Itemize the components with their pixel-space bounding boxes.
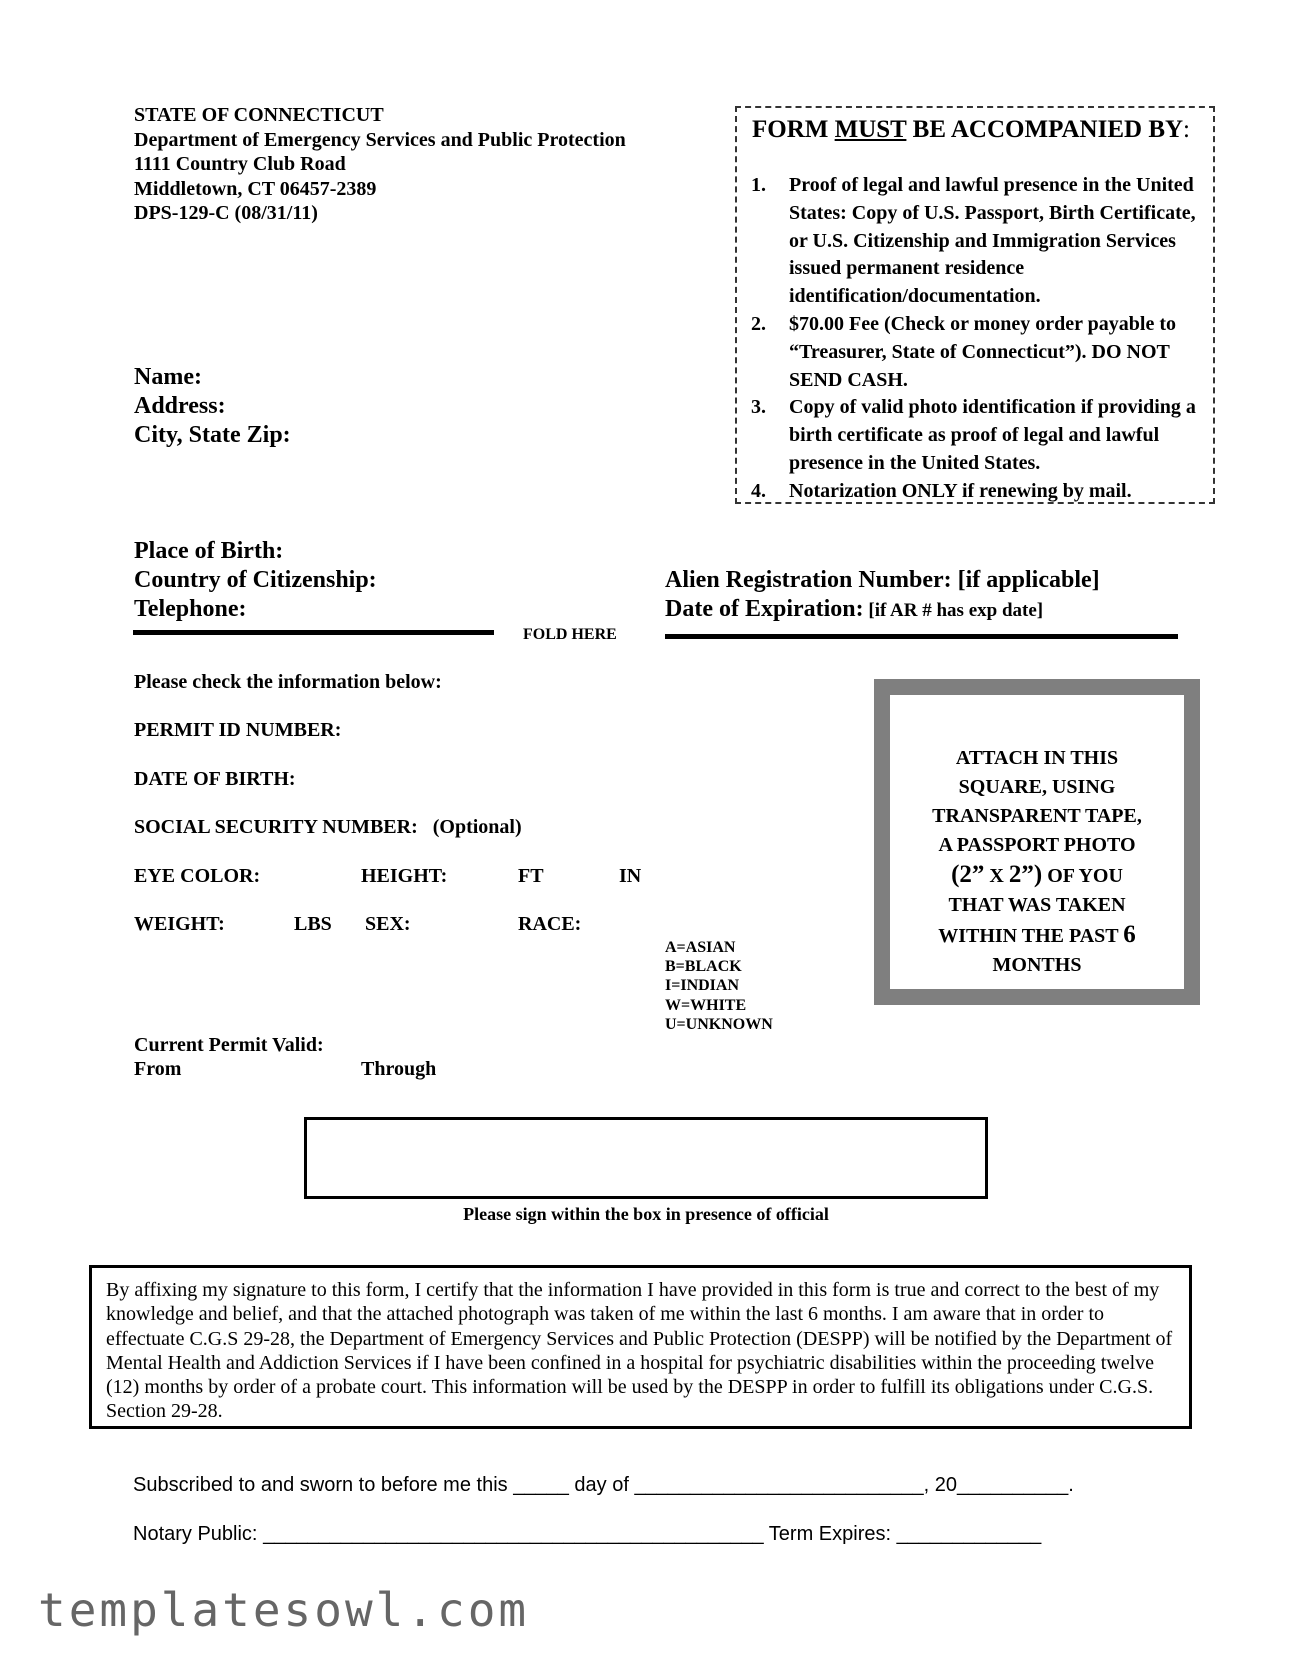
name-label: Name: bbox=[134, 364, 202, 390]
photo-line: MONTHS bbox=[992, 954, 1082, 976]
notary-public-label: Notary Public: bbox=[133, 1523, 264, 1545]
race-key-item: U=UNKNOWN bbox=[665, 1015, 773, 1033]
right-divider bbox=[665, 634, 1178, 639]
term-expires-field[interactable]: _____________ bbox=[896, 1523, 1042, 1545]
eye-color-label: EYE COLOR: bbox=[134, 865, 261, 887]
requirement-number: 4. bbox=[751, 479, 766, 502]
period: . bbox=[1068, 1474, 1074, 1496]
race-label: RACE: bbox=[518, 913, 582, 935]
requirement-number: 3. bbox=[751, 396, 766, 419]
weight-lbs-label: LBS bbox=[294, 913, 332, 935]
year-prefix: , 20 bbox=[923, 1474, 958, 1496]
header-city: Middletown, CT 06457-2389 bbox=[134, 177, 377, 200]
year-field[interactable]: __________ bbox=[957, 1474, 1069, 1496]
day-field[interactable]: _____ bbox=[513, 1474, 569, 1496]
requirements-title-post: BE ACCOMPANIED BY bbox=[906, 116, 1184, 143]
photo-instructions bbox=[890, 744, 1184, 980]
day-of-text: day of bbox=[568, 1474, 635, 1496]
requirement-text: Proof of legal and lawful presence in the United States: Copy of U.S. Passport, Birth Certificate, or U.S. Citizenship and Immigration Services issued permanent residence identification/documentation. bbox=[789, 174, 1196, 308]
left-divider bbox=[133, 630, 494, 635]
date-of-expiration-text: Date of Expiration: bbox=[665, 596, 864, 622]
photo-line bbox=[890, 920, 1184, 951]
passport-photo-box bbox=[874, 679, 1200, 1005]
requirement-item bbox=[751, 172, 1203, 311]
subscribed-line bbox=[133, 1474, 1074, 1497]
ssn-optional: (Optional) bbox=[432, 816, 522, 838]
place-of-birth-label: Place of Birth: bbox=[134, 538, 284, 564]
requirements-title-pre: FORM bbox=[752, 116, 835, 143]
notary-public-field[interactable]: _____________________________________________ bbox=[263, 1523, 764, 1545]
certification-text: By affixing my signature to this form, I certify that the information I have provided in this form is true and correct to the best of my knowledge and belief, and that the attached photograph was taken of me within the last 6 months. I am aware that in order to effectuate C.G.S 29-28, the Department of Emergency Services and Public Protection (DESPP) will be notified by the Department of Mental Health and Addiction Services if I have been confined in a hospital for psychiatric disabilities within the proceeding twelve (12) months by order of a probate court. This information will be used by the DESPP in order to fulfill its obligations under C.G.S. Section 29-28. bbox=[106, 1279, 1173, 1423]
telephone-label: Telephone: bbox=[134, 596, 247, 622]
race-key bbox=[665, 938, 773, 1034]
requirement-text: Notarization ONLY if renewing by mail. bbox=[789, 479, 1132, 502]
ssn-text: SOCIAL SECURITY NUMBER: bbox=[134, 816, 418, 838]
height-ft-label: FT bbox=[518, 865, 544, 887]
current-permit-label: Current Permit Valid: bbox=[134, 1034, 324, 1056]
city-state-zip-label: City, State Zip: bbox=[134, 422, 291, 448]
date-of-expiration-label bbox=[665, 595, 1043, 625]
weight-label: WEIGHT: bbox=[134, 913, 225, 935]
permit-from-label: From bbox=[134, 1058, 182, 1080]
photo-six: 6 bbox=[1123, 921, 1136, 948]
requirements-title bbox=[752, 116, 1190, 144]
address-label: Address: bbox=[134, 393, 226, 419]
header-form-id: DPS-129-C (08/31/11) bbox=[134, 202, 318, 224]
notary-line bbox=[133, 1523, 1041, 1546]
alien-registration-label: Alien Registration Number: [if applicable] bbox=[665, 567, 1100, 593]
requirements-box bbox=[735, 106, 1215, 504]
check-intro: Please check the information below: bbox=[134, 671, 442, 693]
race-key-item: W=WHITE bbox=[665, 996, 747, 1014]
photo-past: WITHIN THE PAST bbox=[938, 925, 1124, 947]
header-street: 1111 Country Club Road bbox=[134, 153, 346, 175]
subscribed-text: Subscribed to and sworn to before me this bbox=[133, 1474, 514, 1496]
sex-label: SEX: bbox=[365, 913, 411, 935]
height-label: HEIGHT: bbox=[361, 865, 448, 887]
requirement-text: $70.00 Fee (Check or money order payable to “Treasurer, State of Connecticut”). DO NOT SEND CASH. bbox=[789, 312, 1176, 391]
header-department: Department of Emergency Services and Public Protection bbox=[134, 128, 626, 151]
date-of-expiration-note: [if AR # has exp date] bbox=[863, 600, 1044, 621]
signature-caption: Please sign within the box in presence of official bbox=[463, 1204, 829, 1224]
photo-line: SQUARE, USING bbox=[958, 776, 1116, 798]
permit-id-label: PERMIT ID NUMBER: bbox=[134, 719, 342, 741]
photo-size-b: 2”) bbox=[1008, 861, 1043, 888]
height-in-label: IN bbox=[619, 865, 642, 887]
dob-label: DATE OF BIRTH: bbox=[134, 768, 296, 790]
photo-line: TRANSPARENT TAPE, bbox=[932, 805, 1142, 827]
fold-here-label: FOLD HERE bbox=[523, 626, 617, 643]
ssn-label bbox=[134, 816, 522, 839]
requirements-list bbox=[751, 172, 1203, 504]
requirement-item bbox=[751, 478, 1203, 504]
agency-header bbox=[134, 103, 626, 226]
signature-box[interactable] bbox=[304, 1117, 988, 1199]
race-key-item: B=BLACK bbox=[665, 958, 742, 976]
requirement-number: 2. bbox=[751, 312, 766, 335]
watermark: templatesowl.com bbox=[38, 1583, 530, 1637]
month-field[interactable]: __________________________ bbox=[634, 1474, 924, 1496]
term-expires-label: Term Expires: bbox=[763, 1523, 897, 1545]
country-of-citizenship-label: Country of Citizenship: bbox=[134, 567, 377, 593]
header-state: STATE OF CONNECTICUT bbox=[134, 104, 384, 126]
requirements-title-colon: : bbox=[1183, 116, 1190, 143]
requirements-title-must: MUST bbox=[834, 116, 907, 143]
requirement-item bbox=[751, 394, 1203, 477]
permit-through-label: Through bbox=[361, 1058, 437, 1080]
photo-line: THAT WAS TAKEN bbox=[948, 894, 1126, 916]
photo-size-a: (2” bbox=[951, 861, 985, 888]
photo-size-suffix: OF YOU bbox=[1042, 865, 1123, 887]
requirement-text: Copy of valid photo identification if providing a birth certificate as proof of legal and lawful presence in the United States. bbox=[789, 396, 1196, 474]
photo-line: ATTACH IN THIS bbox=[955, 747, 1119, 769]
photo-line: A PASSPORT PHOTO bbox=[938, 834, 1136, 856]
certification-box bbox=[89, 1265, 1192, 1429]
requirement-item bbox=[751, 311, 1203, 394]
race-key-item: A=ASIAN bbox=[665, 939, 736, 956]
requirement-number: 1. bbox=[751, 174, 766, 196]
race-key-item: I=INDIAN bbox=[665, 977, 740, 995]
photo-line bbox=[890, 860, 1184, 891]
photo-size-x: X bbox=[984, 865, 1009, 887]
